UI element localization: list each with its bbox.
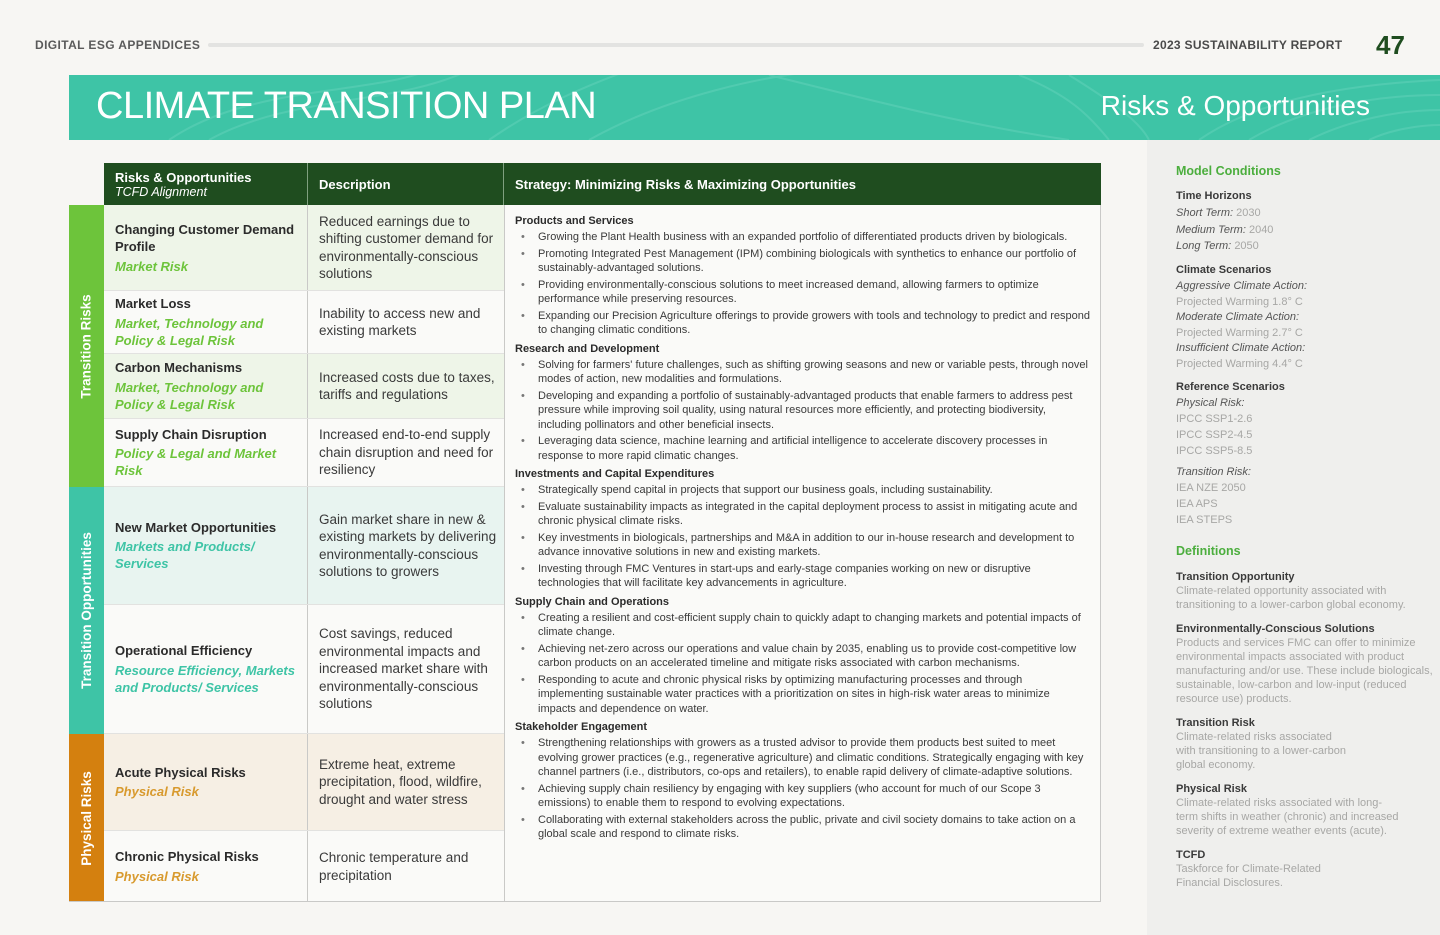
definition-text: Climate-related risks associated with transitioning to a lower-carbon global economy. [1176,730,1346,771]
definition-term: TCFD [1176,848,1206,861]
definition-term: Physical Risk [1176,782,1247,795]
climate-scenarios-label: Climate Scenarios [1176,263,1272,276]
strategy-item: • Investing through FMC Ventures in start-ups and early-stage companies working on new or disruptive technologies that will facilitate key advancements in agriculture. [515,562,1090,591]
scenario-value: IPCC SSP2-4.5 [1176,428,1253,441]
risk-description: Increased end-to-end supply chain disruption and need for resiliency [319,427,494,478]
sidebar [1147,140,1440,935]
scenario-term: Aggressive Climate Action: [1176,279,1308,292]
page-title: CLIMATE TRANSITION PLAN [96,85,597,127]
strategy-heading: Supply Chain and Operations [515,595,670,608]
strategy-list [515,483,1090,591]
definition [1176,716,1346,772]
risk-description: Reduced earnings due to shifting customer demand for environmentally-conscious solutions [319,213,494,281]
reference-scenarios [1176,381,1440,528]
strategy-item: • Growing the Plant Health business with an expanded portfolio of differentiated products driven by biologicals. [515,230,1090,245]
title-banner [69,75,1440,140]
tcfd-type: Physical Risk [115,784,199,800]
definitions-heading: Definitions [1176,543,1241,558]
column-sublabel: TCFD Alignment [115,184,207,199]
scenario-value: IPCC SSP5-8.5 [1176,444,1253,457]
table-bottom-border [69,901,1101,902]
column-header-strategy [504,163,1101,205]
strategy-item: • Strategically spend capital in projects that support our business goals, including sustainability. [515,483,1090,498]
table-row [104,487,504,605]
strategy-item: • Responding to acute and chronic physical risks by optimizing manufacturing processes and through implementing sustainable water practices with a prioritization on sites in high-risk water areas to minimize impacts and dependence on water. [515,673,1090,717]
tcfd-type: Resource Efficiency, Markets and Products/ Services [115,662,295,695]
risk-description: Inability to access new and existing markets [319,305,481,338]
time-horizon-short: Short Term: 2030 [1176,207,1261,219]
climate-scenarios [1176,264,1440,372]
column-header-risks [104,163,308,205]
group-transition-risks [69,205,104,487]
scenario-value: IPCC SSP1-2.6 [1176,412,1253,425]
scenario-value: Projected Warming 4.4° C [1176,357,1303,370]
scenario-term: Moderate Climate Action: [1176,310,1300,323]
table-row [104,205,504,291]
time-horizons-label: Time Horizons [1176,190,1252,202]
strategy-list [515,611,1090,717]
column-header-description [308,163,504,205]
strategy-item: • Evaluate sustainability impacts as integrated in the capital deployment process to assist in mitigating acute and chronic physical climate risks. [515,500,1090,529]
definition [1176,570,1440,612]
column-label: Risks & Opportunities [115,169,252,185]
group-label: Transition Opportunities [79,532,95,689]
strategy-list [515,736,1090,842]
tcfd-type: Physical Risk [115,868,199,884]
strategy-heading: Stakeholder Engagement [515,721,648,733]
scenario-term: Insufficient Climate Action: [1176,341,1306,354]
scenario-value: IEA NZE 2050 [1176,481,1246,494]
time-horizons [1176,190,1440,255]
opportunity-name: Operational Efficiency [115,643,253,659]
section-label: DIGITAL ESG APPENDICES [35,38,201,52]
definition [1176,848,1346,890]
scenario-value: IEA STEPS [1176,513,1233,526]
risk-name: Market Loss [115,296,191,312]
opportunity-description: Gain market share in new & existing markets by delivering environmentally-conscious solutions to growers [319,511,497,579]
group-transition-opportunities [69,487,104,734]
strategy-item: • Expanding our Precision Agriculture offerings to provide growers with tools and technology to predict and respond to changing climatic conditions. [515,309,1090,338]
header-divider [208,43,1144,47]
table-row [104,291,504,354]
strategy-heading: Investments and Capital Expenditures [515,468,715,480]
definition-text: Climate-related risks associated with long-term shifts in weather (chronic) and increased severity of extreme weather events (acute). [1176,796,1399,837]
opportunity-name: New Market Opportunities [115,519,277,535]
table-header [104,163,1101,205]
risk-name: Changing Customer Demand Profile [115,221,295,254]
physical-risk-label: Physical Risk: [1176,396,1245,409]
column-label: Description [319,176,391,192]
table-row [104,831,504,902]
risk-description: Chronic temperature and precipitation [319,850,469,883]
strategy-item: • Leveraging data science, machine learning and artificial intelligence to accelerate discovery processes in response to more rapid climatic changes. [515,434,1090,463]
reference-scenarios-label: Reference Scenarios [1176,380,1285,393]
tcfd-type: Market, Technology and Policy & Legal Risk [115,315,264,348]
report-label: 2023 SUSTAINABILITY REPORT [1153,38,1343,52]
time-horizon-long: Long Term: 2050 [1176,240,1259,252]
model-conditions-heading: Model Conditions [1176,164,1281,178]
page-number: 47 [1376,30,1405,60]
strategy-item: • Solving for farmers' future challenges, such as shifting growing seasons and new or variable pests, through novel modes of action, new modalities and formulations. [515,358,1090,387]
strategy-list [515,230,1090,338]
strategy-heading: Research and Development [515,342,660,355]
table-row [104,354,504,419]
definition-term: Environmentally-Conscious Solutions [1176,622,1375,635]
scenario-value: Projected Warming 2.7° C [1176,326,1303,339]
definition [1176,782,1401,838]
tcfd-type: Market Risk [115,258,188,274]
strategy-column [504,205,1101,902]
definition-text: Taskforce for Climate-Related Financial Disclosures. [1176,862,1321,889]
transition-risk-label: Transition Risk: [1176,465,1251,478]
page-subtitle: Risks & Opportunities [1100,90,1370,121]
group-label: Transition Risks [79,293,95,399]
strategy-heading: Products and Services [515,215,634,227]
risk-name: Carbon Mechanisms [115,360,243,376]
strategy-item: • Collaborating with external stakeholders across the public, private and civil society domains to take action on a global scale and respond to climate risks. [515,813,1090,842]
table-row [104,734,504,831]
definition-text: Products and services FMC can offer to minimize environmental impacts associated with product manufacturing and/or use. These include biologicals, sustainable, low-carbon and low-input (reduced resource use) products. [1176,636,1433,705]
definition-text: Climate-related opportunity associated with transitioning to a lower-carbon global economy. [1176,584,1406,611]
scenario-value: Projected Warming 1.8° C [1176,295,1303,308]
risk-name: Supply Chain Disruption [115,426,267,442]
group-label: Physical Risks [79,770,94,866]
tcfd-type: Policy & Legal and Market Risk [115,446,277,479]
strategy-item: • Key investments in biologicals, partnerships and M&A in addition to our in-house research and development to advance innovative solutions in new and existing markets. [515,531,1090,560]
risk-name: Acute Physical Risks [115,764,246,780]
strategy-item: • Achieving net-zero across our operations and value chain by 2035, enabling us to provide cost-competitive low carbon products on an accelerated timeline and mitigate risks associated with carbon mechanisms. [515,642,1090,671]
column-label: Strategy: Minimizing Risks & Maximizing Opportunities [515,176,856,192]
tcfd-type: Market, Technology and Policy & Legal Risk [115,379,264,412]
strategy-item: • Promoting Integrated Pest Management (IPM) combining biologicals with synthetics to enhance our portfolio of sustainably-advantaged solutions. [515,247,1090,276]
opportunity-description: Cost savings, reduced environmental impacts and increased market share with environmentally-conscious solutions [319,626,488,712]
risk-description: Increased costs due to taxes, tariffs and regulations [319,369,495,402]
group-physical-risks [69,734,104,902]
time-horizon-medium: Medium Term: 2040 [1176,223,1274,236]
strategy-list [515,358,1090,464]
table-row [104,419,504,487]
risk-name: Chronic Physical Risks [115,849,259,865]
definition [1176,622,1440,706]
table-row [104,605,504,734]
definition-term: Transition Risk [1176,716,1255,729]
tcfd-type: Markets and Products/ Services [115,539,255,572]
scenario-value: IEA APS [1176,497,1218,510]
strategy-item: • Achieving supply chain resiliency by engaging with key suppliers (who account for much of our Scope 3 emissions) to enable them to respond to evolving expectations. [515,782,1090,811]
strategy-item: • Creating a resilient and cost-efficient supply chain to quickly adapt to changing markets and potential impacts of climate change. [515,611,1090,640]
definition-term: Transition Opportunity [1176,570,1295,583]
strategy-item: • Providing environmentally-conscious solutions to meet increased demand, allowing farmers to optimize performance while preserving resources. [515,278,1090,307]
strategy-item: • Developing and expanding a portfolio of sustainably-advantaged products that enable farmers to address pest pressure while improving soil quality, using natural resources more efficiently, and protecting biodiversity, including pollinators and other beneficial insects. [515,389,1090,433]
risk-description: Extreme heat, extreme precipitation, flood, wildfire, drought and water stress [319,756,482,807]
strategy-item: • Strengthening relationships with growers as a trusted advisor to provide them products best suited to meet evolving grower practices (e.g., regenerative agriculture) and climatic conditions. Strategically engaging with key channel partners (i.e., distributors, co-ops and retailers), to enable rapid delivery of climate-adaptive solutions. [515,736,1090,780]
